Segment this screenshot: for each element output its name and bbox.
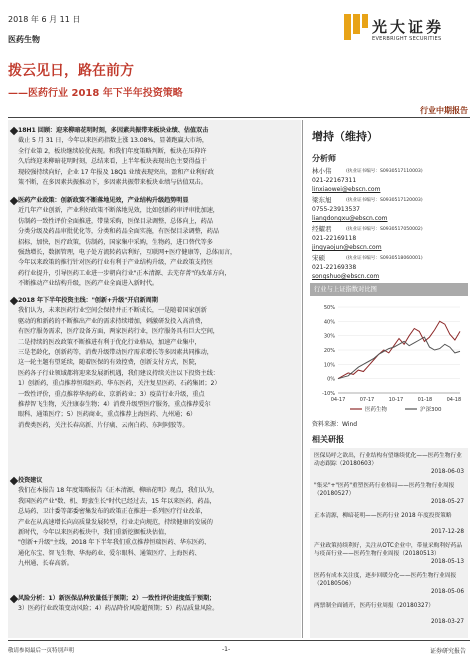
related-report-date: 2018-05-13	[430, 559, 464, 565]
section-review	[18, 126, 301, 188]
analyst-phone: 021-22169118	[312, 235, 357, 242]
section-risk	[18, 594, 301, 615]
paragraph-line: 我们认为，未来医药行业空间会保持并正不断成长，一是随着国家创新	[18, 307, 207, 315]
chart-title: 行业与上证指数对比图	[310, 283, 468, 296]
paragraph-line: 二是持续的医改政策不断推进有利于优化行业格局，加速产业集中，	[18, 338, 201, 346]
x-tick-label: 07-17	[359, 397, 375, 403]
section-advice	[18, 476, 301, 570]
report-subtitle: ——医药行业 2018 年下半年投资策略	[8, 88, 183, 99]
paragraph-line: 招标，加快，医疗政策，仿制药，国家集中采购，生物药，进口替代等多	[18, 238, 213, 246]
paragraph-line: 仿制药一致性评价全面推进，带量采购，医保目录调整，总体向上，药品	[18, 217, 213, 225]
analyst-heading: 分析师	[312, 154, 336, 163]
paragraph-line: 3）医药行业政策变动风险；4）药品降价风险超预期；5）药品质量风险。	[18, 605, 219, 613]
analyst-email[interactable]: linxiaowei@ebscn.com	[312, 186, 381, 193]
x-tick-label: 10-17	[388, 397, 404, 403]
analyst-name: 宋硕	[312, 254, 325, 262]
report-title: 拨云见日，路在前方	[8, 63, 134, 79]
analyst-phone: 0755-23913537	[312, 206, 360, 213]
paragraph-line: "创新+升级"主线，2018 年下半年我们重点推荐恒瑞医药、华东医药、	[18, 539, 211, 547]
bullet-icon	[10, 477, 18, 485]
related-report-date: 2018-05-06	[430, 589, 464, 595]
related-report-date: 2018-06-03	[430, 469, 464, 475]
section-heading: 医药产业政策：创新政策不断落地见效，产业结构升级趋势明显	[18, 197, 189, 204]
paragraph-line: 眼科、通策医疗；5）医药商业，重点推荐上海医药、九州通；6）	[18, 411, 197, 419]
section-mainline	[18, 296, 301, 431]
paragraph-line: 久后终迎来柳暗花明时刻，总结来看，上半年板块表现出色主要得益于	[18, 158, 207, 166]
report-date: 2018 年 6 月 11 日	[8, 15, 81, 24]
analyst-email[interactable]: jingyaojun@ebscn.com	[312, 244, 382, 251]
related-report-item[interactable]: 医保局呼之欲出，行业结构有望继续优化——医药生物行业动态跟踪（20180603）	[314, 453, 462, 468]
related-report-item[interactable]: "集采"+"医药"重塑医药行业格局——医药生物行业周报（20180527）	[314, 483, 455, 498]
chart-source: 资料来源：Wind	[312, 421, 358, 428]
bullet-icon	[10, 297, 18, 305]
section-heading: 18H1 回顾：迎来柳暗花明时刻，多因素共振带来板块业绩、估值双击	[18, 127, 209, 134]
related-report-item[interactable]: 产业政策持续利好，关注从OTC企业中，带量采购利好药品与疫苗行业——医药生物行业周报（20180513）	[314, 543, 463, 558]
paragraph-line: 策不断，在多因素共振推动下，多因素共振带来板块业绩与估值双击。	[18, 179, 207, 187]
paragraph-line: 我们在本报告 18 年度策略报告《正本清源，柳暗花明》观点，我们认为，	[18, 487, 219, 495]
rating: 增持（维持）	[312, 130, 378, 143]
y-tick-label: 0%	[327, 376, 335, 383]
paragraph-line: 通化东宝、智飞生物、华海药业、爱尔眼科、通策医疗、上海医药、	[18, 549, 201, 557]
y-tick-label: 20%	[323, 348, 335, 354]
analyst-phone: 021-22167311	[312, 177, 357, 184]
paragraph-line: 药行业提升，引导医药工业进一步朝向行业"正本清源、去芜存菁"的改革方向，	[18, 269, 231, 277]
paragraph-line: 我国医药产业"数、机、野蛮生长"时代已经过去，15 年以来医药、药品，	[18, 497, 216, 505]
industry-label: 医药生物	[8, 35, 40, 44]
summary-panel	[8, 120, 301, 638]
column-divider	[302, 120, 303, 638]
section-heading: 2018 年下半年投资主线："创新+升级"开启新周期	[18, 297, 158, 304]
analyst-email[interactable]: songshuo@ebscn.com	[312, 273, 380, 280]
paragraph-line: 不断推动产业结构升级，医药产业全面进入新时代。	[18, 280, 159, 288]
paragraph-line: 这一轮主题有望延续，随着医保的有效控费，创新支付方式，医院，	[18, 359, 201, 367]
related-report-item[interactable]: 正本清源，柳暗花明——医药行业 2018 年度投资策略	[314, 513, 452, 519]
related-report-item[interactable]: 医药有成本关注度，逐步回暖分化——医药生物行业周报（20180506）	[314, 573, 457, 588]
analyst-name: 林小伟	[312, 167, 332, 175]
top-divider	[8, 117, 470, 118]
bullet-icon	[10, 127, 18, 135]
legend-label: 医药生物	[365, 407, 388, 413]
paragraph-line: 医药各子行业领域都将迎来发展新机遇，我们建议持续关注以下投资主线：	[18, 369, 219, 377]
paragraph-line: 消费类医药，关注长春高新、片仔癀、云南白药、东阿阿胶等。	[18, 421, 189, 429]
analyst-license: (执业证书编号：S0930517050002)	[346, 227, 423, 232]
paragraph-line: 1）创新药，重点推荐恒瑞医药、华东医药，关注复星医药、石药集团；2）	[18, 380, 221, 388]
paragraph-line: 新时代，今年以来医药板块中，我们重新挖掘板块估值，	[18, 529, 171, 537]
paragraph-line: 近几年产业创新，产业利好政策不断落地见效，比如创新药审评审批加速，	[18, 207, 219, 215]
industry-vs-index-chart	[310, 297, 468, 417]
paragraph-line: 驱动的和新药的不断推出产业的需求持续增加，刺激研发投入高消费，	[18, 317, 207, 325]
paragraph-line: 推荐智飞生物，关注康泰生物；4）消费升级型医疗服务，重点推荐爱尔	[18, 401, 211, 409]
x-tick-label: 01-18	[417, 397, 433, 403]
y-tick-label: 30%	[323, 333, 335, 340]
y-tick-label: 10%	[323, 362, 335, 369]
analyst-license: (执业证书编号：S0930518060001)	[346, 256, 423, 261]
bottom-divider	[8, 640, 470, 641]
section-policy	[18, 196, 301, 290]
paragraph-line: 现较强持续向好，企业 17 年报及 18Q1 业绩表现突出，盈和产业利好政	[18, 168, 214, 176]
related-report-date: 2017-12-28	[430, 529, 464, 535]
paragraph-line: 今年以来政策的推行针对医药行业有利于产业结构升级，产业政策支持医	[18, 259, 213, 267]
paragraph-line: 产业在从高速增长向高质量发展转型，行业走向规范，持续健康的发展的	[18, 518, 213, 526]
analyst-license: (执业证书编号：S0930517110003)	[346, 169, 423, 174]
related-report-date: 2018-03-27	[430, 619, 464, 625]
paragraph-line: 一致性评价，重点推荐华海药业、京新药业；3）疫苗行业升级，重点	[18, 390, 205, 398]
paragraph-line: 截止 5 月 31 日，今年以来医药指数上涨 13.08%，显著跑赢大市场，	[18, 137, 208, 145]
logo-mark-icon	[344, 14, 368, 40]
legend-label: 沪深300	[420, 407, 442, 413]
company-logo	[344, 10, 469, 50]
paragraph-line: 全行业第 2，板块继续较优表现。和我们年度策略判断，板块在压抑许	[18, 147, 207, 155]
analyst-phone: 021-22169338	[312, 264, 357, 271]
footer-report-label: 证券研究报告	[429, 648, 466, 655]
bullet-icon	[10, 595, 18, 603]
footer-disclaimer: 敬请参阅最后一页特别声明	[8, 648, 75, 654]
related-report-date: 2018-05-27	[430, 499, 464, 505]
paragraph-line: 总局药、卫计委等部委密集发布的政策正在推进一系列医疗行业改革，	[18, 508, 207, 516]
x-tick-label: 04-18	[446, 397, 462, 403]
related-reports-list	[310, 448, 468, 638]
bullet-icon	[10, 197, 18, 205]
analyst-email[interactable]: liangdongxu@ebscn.com	[312, 215, 388, 222]
paragraph-line: 强劲增长，数据管理，电子处方流转药店利好，互联网+医疗健康等，总体而言，	[18, 249, 237, 257]
analyst-license: (执业证书编号：S0930517120003)	[346, 198, 423, 203]
analyst-name: 经耀君	[312, 225, 332, 233]
report-type: 行业中期报告	[420, 106, 468, 115]
logo-text-cn: 光大证券	[372, 18, 445, 36]
related-report-item[interactable]: 两票制全面铺开，医药行业周报（20180327）	[314, 603, 434, 609]
paragraph-line: 九州通、长春高新。	[18, 560, 73, 568]
related-heading: 相关研报	[312, 435, 344, 444]
x-tick-label: 04-17	[330, 397, 346, 403]
paragraph-line: 有医疗服务需求，医疗设备方面，两家医药行业，医疗服务具有巨大空间，	[18, 328, 219, 336]
section-heading: 投资建议	[18, 477, 43, 484]
section-heading: 风险分析：1）新医保品种放量低于预期；2）一致性评价进度低于预期；	[18, 595, 216, 602]
analyst-name: 梁东旭	[312, 196, 332, 204]
paragraph-line: 分类分级及药品审批优化等，分类和药品全面实施，有医保目录调整，药品	[18, 228, 219, 236]
paragraph-line: 三是老龄化，创新药等，消费升级带动医疗需求增长等多因素共同推动，	[18, 349, 213, 357]
y-tick-label: -10%	[322, 391, 335, 397]
y-tick-label: 40%	[323, 319, 335, 326]
y-tick-label: 50%	[323, 305, 335, 311]
logo-text-en: EVERBRIGHT SECURITIES	[372, 36, 442, 42]
page-number: -1-	[222, 646, 231, 653]
